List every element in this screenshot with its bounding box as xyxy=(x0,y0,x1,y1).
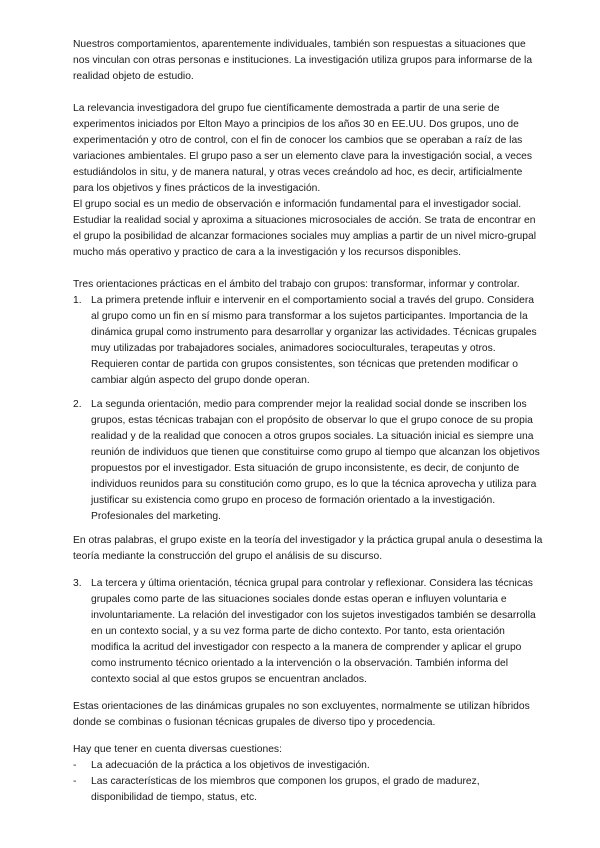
dash-marker: - xyxy=(73,760,77,771)
paragraph-three-orientations: Tres orientaciones prácticas en el ámbito del trabajo con grupos: transformar, informar y controlar. xyxy=(73,279,520,290)
paragraph-issues-intro: Hay que tener en cuenta diversas cuestiones: xyxy=(73,744,282,755)
list-number: 3. xyxy=(73,578,82,589)
list-item-text: La tercera y última orientación, técnica grupal para controlar y reflexionar. Considera las técnicas grupales como parte de las situaciones sociales donde estas operan e influyen voluntaria e involuntariamente. La relación del investigador con los sujetos investigados también se desarrolla en un contexto social, y a su vez forma parte de dicho contexto. Por tanto, esta orientación modifica la acritud del investigador con respecto a la manera de comprender y aplicar el grupo como instrumento técnico orientado a la intervención o la observación. También informa del contexto social al que estos grupos se encuentran anclados. xyxy=(91,578,536,685)
paragraph-relevance: La relevancia investigadora del grupo fue científicamente demostrada a partir de una serie de experimentos iniciados por Elton Mayo a principios de los años 30 en EE.UU. Dos grupos, uno de experimentación y otro de control, con el fin de conocer los cambios que se operaban a raíz de las variaciones ambientales. El grupo paso a ser un elemento clave para la investigación social, a veces estudiándolos in situ, y de manera natural, y otras veces creándolo ad hoc, es decir, artificialmente para los objetivos y fines prácticos de la investigación. xyxy=(73,103,533,194)
paragraph-intro: Nuestros comportamientos, aparentemente individuales, también son respuestas a situaciones que nos vinculan con otras personas e instituciones. La investigación utiliza grupos para informarse de la realidad objeto de estudio. xyxy=(73,39,533,82)
dash-marker: - xyxy=(73,776,77,787)
paragraph-hybrid: Estas orientaciones de las dinámicas grupales no son excluyentes, normalmente se utilizan híbridos donde se combinas o fusionan técnicas grupales de diverso tipo y procedencia. xyxy=(73,701,530,728)
paragraph-social-group: El grupo social es un medio de observación e información fundamental para el investigador social. Estudiar la realidad social y aproxima a situaciones microsociales de acción. Se trata de encontrar en el grupo la posibilidad de alcanzar formaciones sociales muy amplias a partir de un nivel micro-grupal mucho más operativo y practico de cara a la investigación y los recursos disponibles. xyxy=(73,199,537,258)
paragraph-in-other-words: En otras palabras, el grupo existe en la teoría del investigador y la práctica grupal anula o desestima la teoría mediante la construcción del grupo el análisis de su discurso. xyxy=(73,535,543,562)
issue-text: La adecuación de la práctica a los objetivos de investigación. xyxy=(91,760,370,771)
issue-text: Las características de los miembros que componen los grupos, el grado de madurez, disponibilidad de tiempo, status, etc. xyxy=(91,776,480,803)
list-item-text: La primera pretende influir e intervenir en el comportamiento social a través del grupo. Considera al grupo como un fin en sí mismo para transformar a los sujetos participantes. Importancia de la dinámica grupal como instrumento para desarrollar y organizar las actividades. Técnicas grupales muy utilizadas por trabajadores sociales, animadores socioculturales, terapeutas y otros. Requieren contar de partida con grupos consistentes, son técnicas que pretenden modificar o cambiar algún aspecto del grupo donde operan. xyxy=(91,295,537,386)
list-number: 2. xyxy=(73,399,82,410)
list-item-text: La segunda orientación, medio para comprender mejor la realidad social donde se inscriben los grupos, estas técnicas trabajan con el propósito de observar lo que el grupo conoce de su propia realidad y de la realidad que conocen a otros grupos sociales. La situación inicial es siempre una reunión de individuos que tienen que constituirse como grupo al tiempo que alcanzan los objetivos propuestos por el investigador. Esta situación de grupo inconsistente, es decir, de conjunto de individuos reunidos para su constitución como grupo, es lo que la técnica aprovecha y utiliza para justificar su existencia como grupo en proceso de formación orientado a la investigación. Profesionales del marketing. xyxy=(91,399,540,522)
list-number: 1. xyxy=(73,295,82,306)
